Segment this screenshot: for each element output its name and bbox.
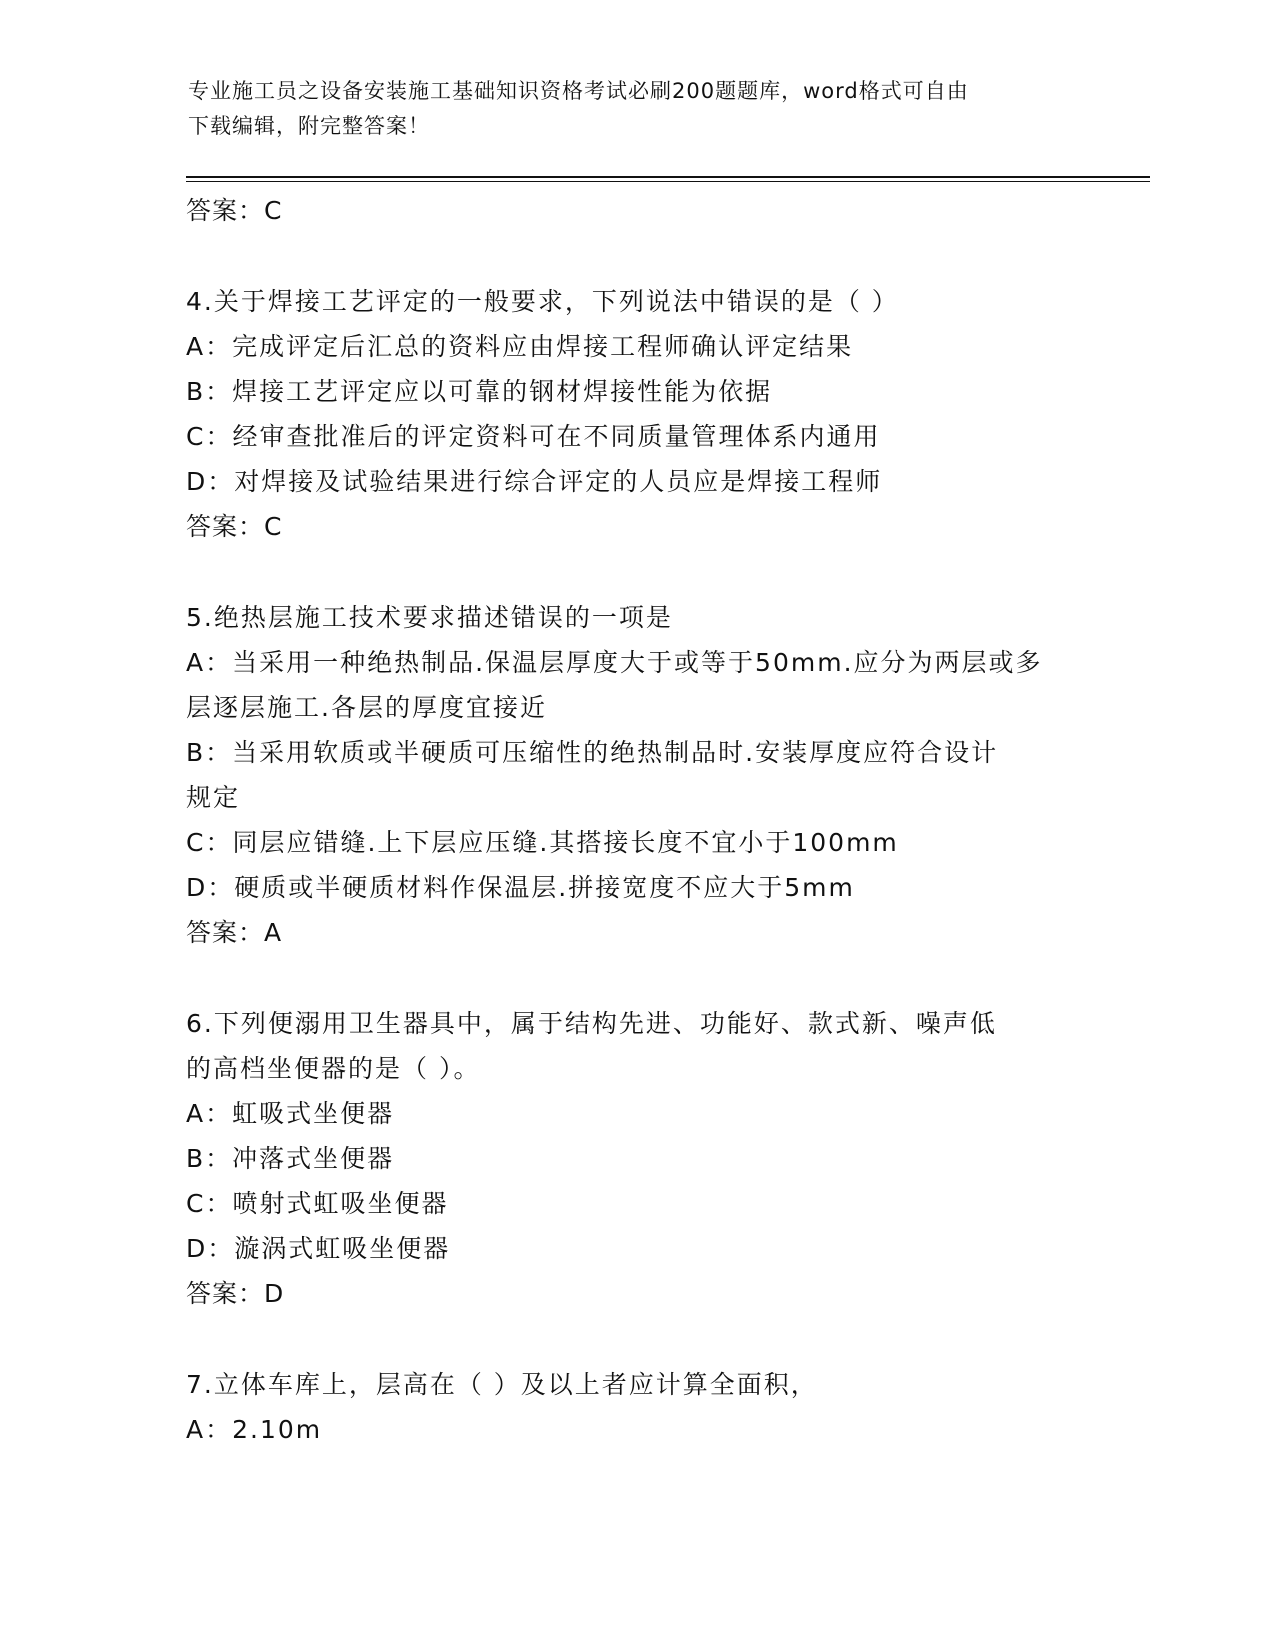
page-header (188, 74, 1088, 144)
spacer (186, 549, 1096, 595)
question-4 (186, 279, 1096, 549)
question-5-text: 5.绝热层施工技术要求描述错误的一项是 (186, 603, 673, 632)
question-6-option-d: D：漩涡式虹吸坐便器 (186, 1234, 451, 1263)
question-content (186, 188, 1096, 1452)
question-5-option-c: C：同层应错缝.上下层应压缝.其搭接长度不宜小于100mm (186, 828, 899, 857)
question-6-option-a: A：虹吸式坐便器 (186, 1099, 395, 1128)
question-4-answer: 答案：C (186, 512, 283, 541)
question-4-option-c: C：经审查批准后的评定资料可在不同质量管理体系内通用 (186, 422, 881, 451)
previous-answer: 答案：C (186, 196, 283, 225)
question-7 (186, 1362, 1096, 1452)
question-7-option-a: A：2.10m (186, 1415, 323, 1444)
question-6-answer: 答案：D (186, 1279, 285, 1308)
header-divider-thick (186, 176, 1150, 178)
question-6 (186, 1001, 1096, 1316)
question-6-text-line-1: 6.下列便溺用卫生器具中，属于结构先进、功能好、款式新、噪声低 (186, 1009, 997, 1038)
question-6-option-b: B：冲落式坐便器 (186, 1144, 395, 1173)
question-5-answer: 答案：A (186, 918, 283, 947)
question-5-option-a-line-2: 层逐层施工.各层的厚度宜接近 (186, 693, 547, 722)
question-6-text-line-2: 的高档坐便器的是（ ）。 (186, 1054, 481, 1083)
question-5 (186, 595, 1096, 955)
question-5-option-b-line-2: 规定 (186, 783, 241, 812)
question-4-text: 4.关于焊接工艺评定的一般要求，下列说法中错误的是（ ） (186, 287, 899, 316)
question-5-option-a-line-1: A：当采用一种绝热制品.保温层厚度大于或等于50mm.应分为两层或多 (186, 648, 1043, 677)
question-5-option-d: D：硬质或半硬质材料作保温层.拼接宽度不应大于5mm (186, 873, 855, 902)
spacer (186, 1316, 1096, 1362)
question-6-option-c: C：喷射式虹吸坐便器 (186, 1189, 449, 1218)
question-4-option-a: A：完成评定后汇总的资料应由焊接工程师确认评定结果 (186, 332, 854, 361)
header-text-line-2: 下载编辑，附完整答案！ (188, 114, 430, 138)
question-4-option-d: D：对焊接及试验结果进行综合评定的人员应是焊接工程师 (186, 467, 883, 496)
spacer (186, 233, 1096, 279)
question-4-option-b: B：焊接工艺评定应以可靠的钢材焊接性能为依据 (186, 377, 773, 406)
question-5-option-b-line-1: B：当采用软质或半硬质可压缩性的绝热制品时.安装厚度应符合设计 (186, 738, 999, 767)
question-7-text: 7.立体车库上，层高在（ ）及以上者应计算全面积， (186, 1370, 818, 1399)
spacer (186, 955, 1096, 1001)
header-text-line-1: 专业施工员之设备安装施工基础知识资格考试必刷200题题库，word格式可自由 (188, 79, 969, 103)
header-divider-thin (186, 181, 1150, 182)
